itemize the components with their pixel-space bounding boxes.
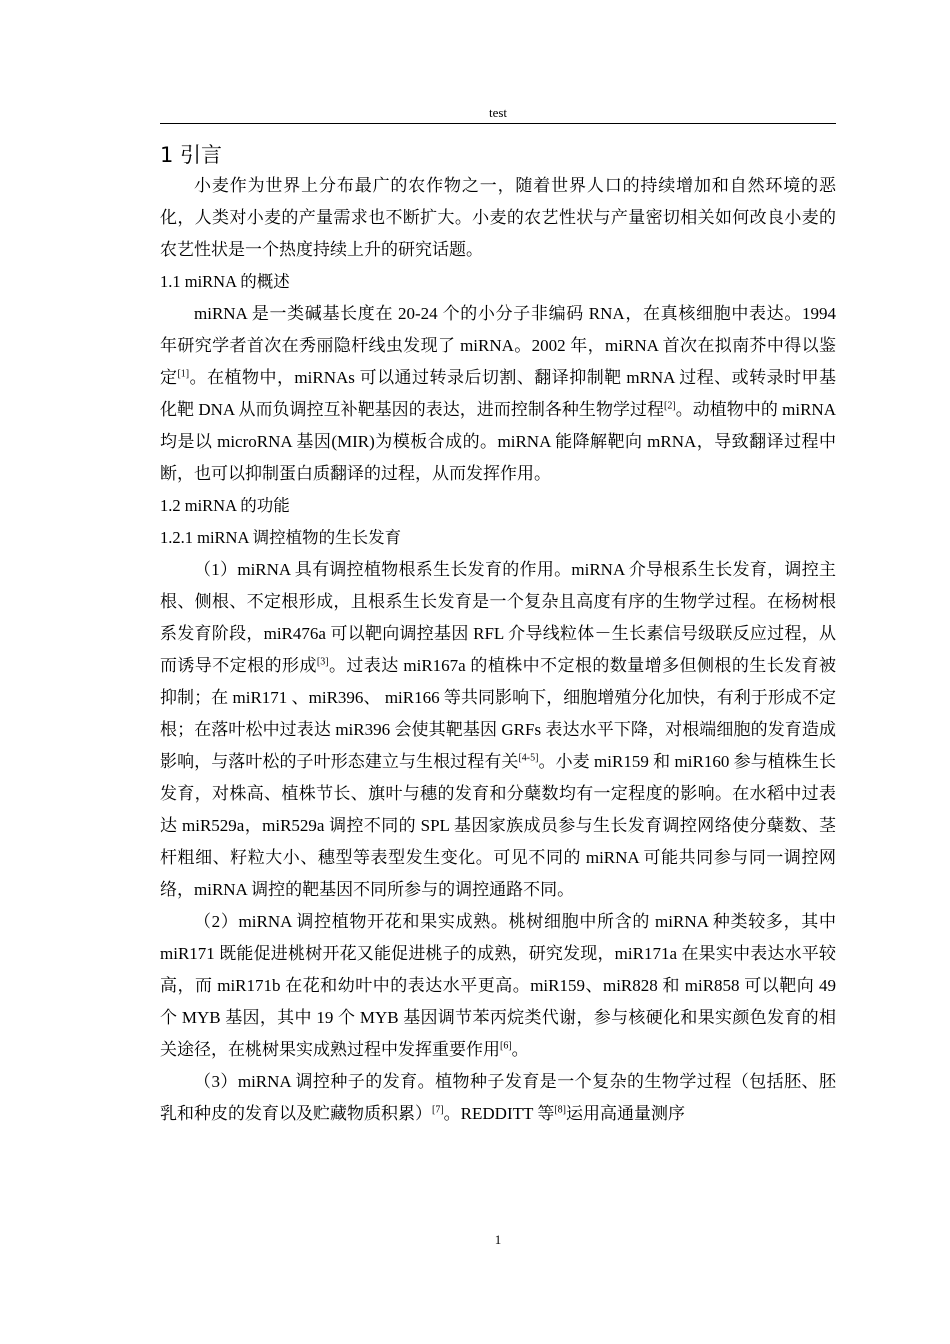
citation-ref: [3] (316, 656, 329, 668)
citation-ref: [2] (664, 400, 676, 412)
text-run: 。在植物中，miRNAs 可以通过转录后切割、翻译抑制靶 mRNA 过程、或转录时甲基化靶 DNA 从而负调控互补靶基因的表达，进而控制各种生物学过程 (160, 368, 836, 419)
paragraph-flowering-fruit (160, 906, 836, 1066)
citation-ref: [7] (432, 1104, 444, 1116)
heading-mirna-function: 1.2 miRNA 的功能 (160, 496, 290, 515)
citation-ref: [1] (177, 368, 190, 380)
page-header: test (488, 105, 508, 120)
page-body (160, 140, 836, 1130)
text-run: 。过表达 miR167a 的植株中不定根的数量增多但侧根的生长发育被抑制；在 miR171 、miR396、 miR166 等共同影响下，细胞增殖分化加快，有利于形成不定根；在落叶松中过表达 miR396 会使其靶基因 GRFs 表达水平下降，对根端细胞的发育造成影响，与落叶松的子叶形态建立与生根过程有关 (160, 656, 836, 771)
heading-mirna-overview: 1.1 miRNA 的概述 (160, 272, 290, 291)
text-run: （1）miRNA 具有调控植物根系生长发育的作用。miRNA 介导根系生长发育，调控主根、侧根、不定根形成，且根系生长发育是一个复杂且高度有序的生物学过程。在杨树根系发育阶段，miR476a 可以靶向调控基因 RFL 介导线粒体－生长素信号级联反应过程，从而诱导不定根的形成 (160, 560, 836, 675)
paragraph-seed-development (160, 1066, 836, 1130)
text-run: （2）miRNA 调控植物开花和果实成熟。桃树细胞中所含的 miRNA 种类较多，其中 miR171 既能促进桃树开花又能促进桃子的成熟，研究发现，miR171a 在果实中表达水平较高，而 miR171b 在花和幼叶中的表达水平更高。miR159、miR828 和 miR858 可以靶向 49 个 MYB 基因，其中 19 个 MYB 基因调节苯丙烷类代谢，参与核硬化和果实颜色发育的相关途径，在桃树果实成熟过程中发挥重要作用 (160, 912, 836, 1059)
heading-introduction: 1 引言 (160, 143, 223, 167)
heading-growth-development: 1.2.1 miRNA 调控植物的生长发育 (160, 528, 402, 547)
paragraph-overview (160, 298, 836, 490)
text-run: 运用高通量测序 (566, 1104, 685, 1123)
paragraph-root-development (160, 554, 836, 906)
text-run: 。动植物中的 miRNA 均是以 microRNA 基因(MIR)为模板合成的。miRNA 能降解靶向 mRNA，导致翻译过程中断，也可以抑制蛋白质翻译的过程，从而发挥作用。 (160, 400, 836, 483)
citation-ref: [4-5] (518, 752, 539, 764)
text-run: 。小麦 miR159 和 miR160 参与植株生长发育，对株高、植株节长、旗叶与穗的发育和分蘖数均有一定程度的影响。在水稻中过表达 miR529a，miR529a 调控不同的 SPL 基因家族成员参与生长发育调控网络使分蘖数、茎杆粗细、籽粒大小、穗型等表型发生变化。可见不同的 miRNA 可能共同参与同一调控网络，miRNA 调控的靶基因不同所参与的调控通路不同。 (160, 752, 836, 899)
text-run: （3）miRNA 调控种子的发育。植物种子发育是一个复杂的生物学过程（包括胚、胚乳和种皮的发育以及贮藏物质积累） (160, 1072, 836, 1123)
header-rule (160, 123, 836, 124)
text-run: 。REDDITT 等 (443, 1104, 555, 1123)
citation-ref: [8] (554, 1104, 566, 1116)
page-number: 1 (494, 1232, 502, 1247)
citation-ref: [6] (500, 1040, 512, 1052)
paragraph-intro: 小麦作为世界上分布最广的农作物之一，随着世界人口的持续增加和自然环境的恶化，人类对小麦的产量需求也不断扩大。小麦的农艺性状与产量密切相关如何改良小麦的农艺性状是一个热度持续上升的研究话题。 (160, 176, 836, 259)
text-run: 。 (511, 1040, 529, 1059)
text-run: miRNA 是一类碱基长度在 20-24 个的小分子非编码 RNA，在真核细胞中表达。1994 年研究学者首次在秀丽隐杆线虫发现了 miRNA。2002 年，miRNA 首次在拟南芥中得以鉴定 (160, 304, 836, 387)
